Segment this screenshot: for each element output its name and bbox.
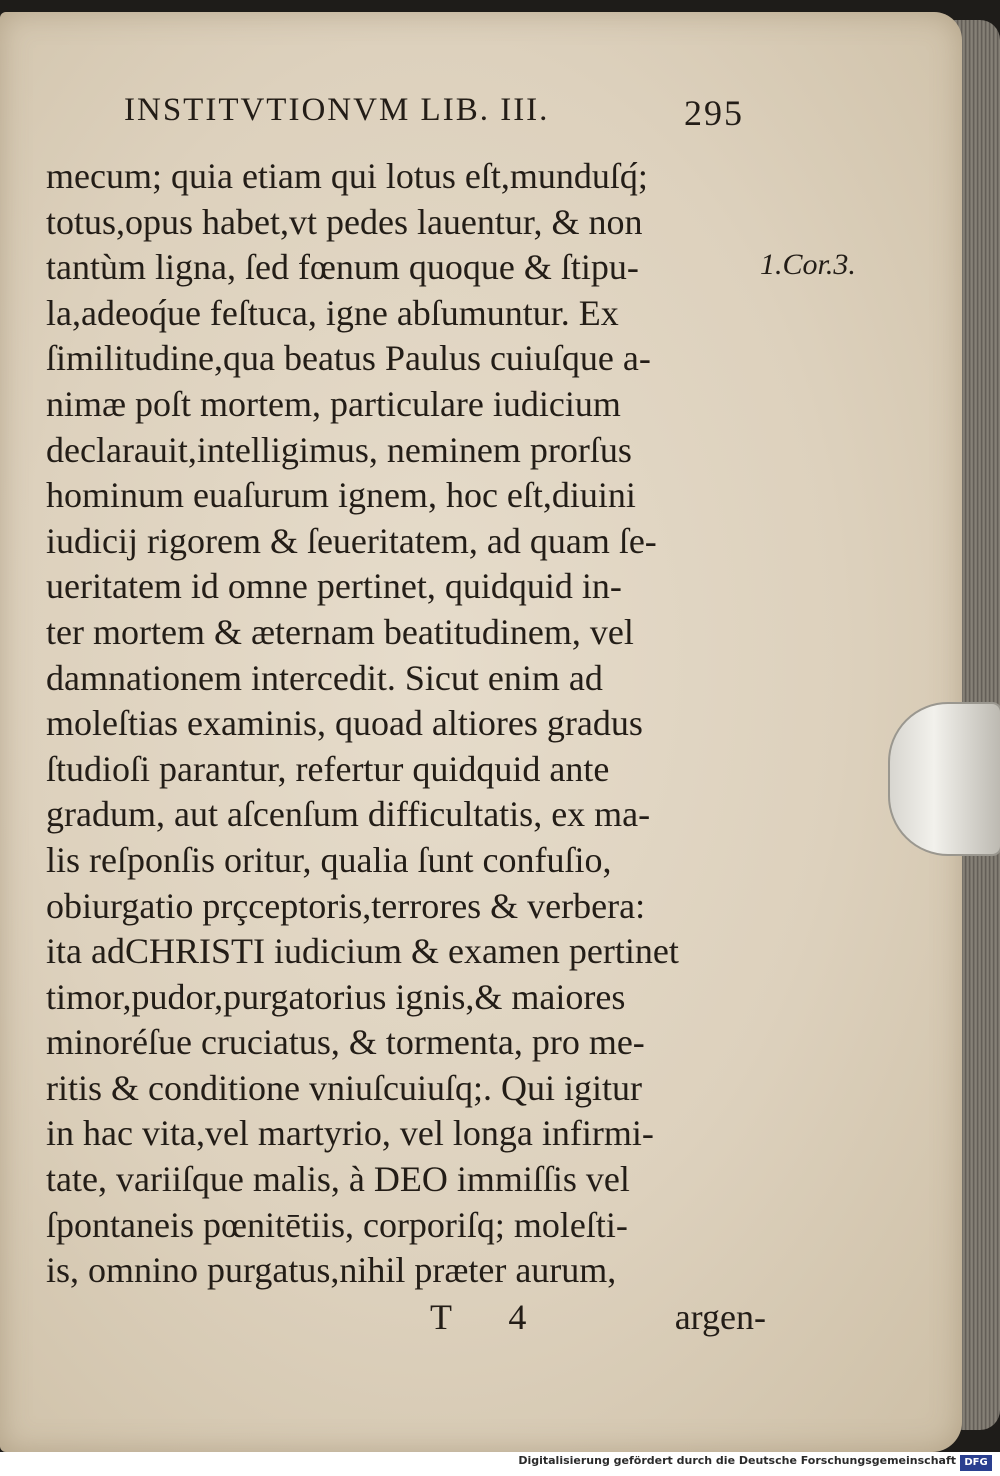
body-text bbox=[46, 154, 766, 1294]
text-line: obiurgatio prçceptoris,terrores & verbera: bbox=[46, 885, 646, 926]
text-line: totus,opus habet,vt pedes lauentur, & non bbox=[46, 201, 643, 242]
page-clip bbox=[888, 702, 1000, 856]
text-line: ſtudioſi parantur, refertur quidquid ante bbox=[46, 748, 610, 789]
text-line: ita adCHRISTI iudicium & examen pertinet bbox=[46, 931, 679, 972]
text-line: in hac vita,vel martyrio, vel longa infirmi- bbox=[46, 1113, 654, 1154]
footer-credit: Digitalisierung gefördert durch die Deutsche Forschungsgemeinschaft bbox=[518, 1454, 956, 1467]
running-head bbox=[124, 92, 744, 136]
text-line: la,adeoq́ue feſtuca, igne abſumuntur. Ex bbox=[46, 292, 619, 333]
text-line: lis reſponſis oritur, qualia ſunt confuſio, bbox=[46, 839, 612, 880]
page-number: 295 bbox=[684, 93, 744, 133]
text-line: timor,pudor,purgatorius ignis,& maiores bbox=[46, 976, 626, 1017]
text-line: iudicij rigorem & ſeueritatem, ad quam ſe- bbox=[46, 520, 657, 561]
text-line: ritis & conditione vniuſcuiuſq;. Qui igitur bbox=[46, 1067, 642, 1108]
text-line: tantùm ligna, ſed fœnum quoque & ſtipu- bbox=[46, 247, 639, 288]
text-line: ter mortem & æternam beatitudinem, vel bbox=[46, 611, 634, 652]
text-line: ſpontaneis pœnitētiis, corporiſq; moleſti- bbox=[46, 1204, 628, 1245]
text-line: minoréſue cruciatus, & tormenta, pro me- bbox=[46, 1022, 645, 1063]
text-line: gradum, aut aſcenſum difficultatis, ex ma- bbox=[46, 794, 651, 835]
running-head-title: INSTITVTIONVM LIB. III. bbox=[124, 92, 550, 128]
text-line: is, omnino purgatus,nihil præter aurum, bbox=[46, 1250, 617, 1291]
catchline bbox=[46, 1296, 766, 1344]
text-line: declarauit,intelligimus, neminem prorſus bbox=[46, 429, 632, 470]
text-line: damnationem intercedit. Sicut enim ad bbox=[46, 657, 603, 698]
text-line: nimæ poſt mortem, particulare iudicium bbox=[46, 383, 621, 424]
text-line: ueritatem id omne pertinet, quidquid in- bbox=[46, 566, 622, 607]
catchword: argen- bbox=[674, 1297, 766, 1337]
margin-note: 1.Cor.3. bbox=[760, 248, 856, 281]
text-line: ſimilitudine,qua beatus Paulus cuiuſque a- bbox=[46, 338, 651, 379]
text-line: hominum euaſurum ignem, hoc eſt,diuini bbox=[46, 475, 636, 516]
signature-mark: T 4 bbox=[430, 1297, 551, 1337]
text-line: mecum; quia etiam qui lotus eſt,munduſq́; bbox=[46, 156, 648, 196]
text-line: moleſtias examinis, quoad altiores gradus bbox=[46, 703, 643, 744]
text-line: tate, variiſque malis, à DEO immiſſis vel bbox=[46, 1159, 630, 1200]
dfg-logo: DFG bbox=[960, 1455, 992, 1471]
